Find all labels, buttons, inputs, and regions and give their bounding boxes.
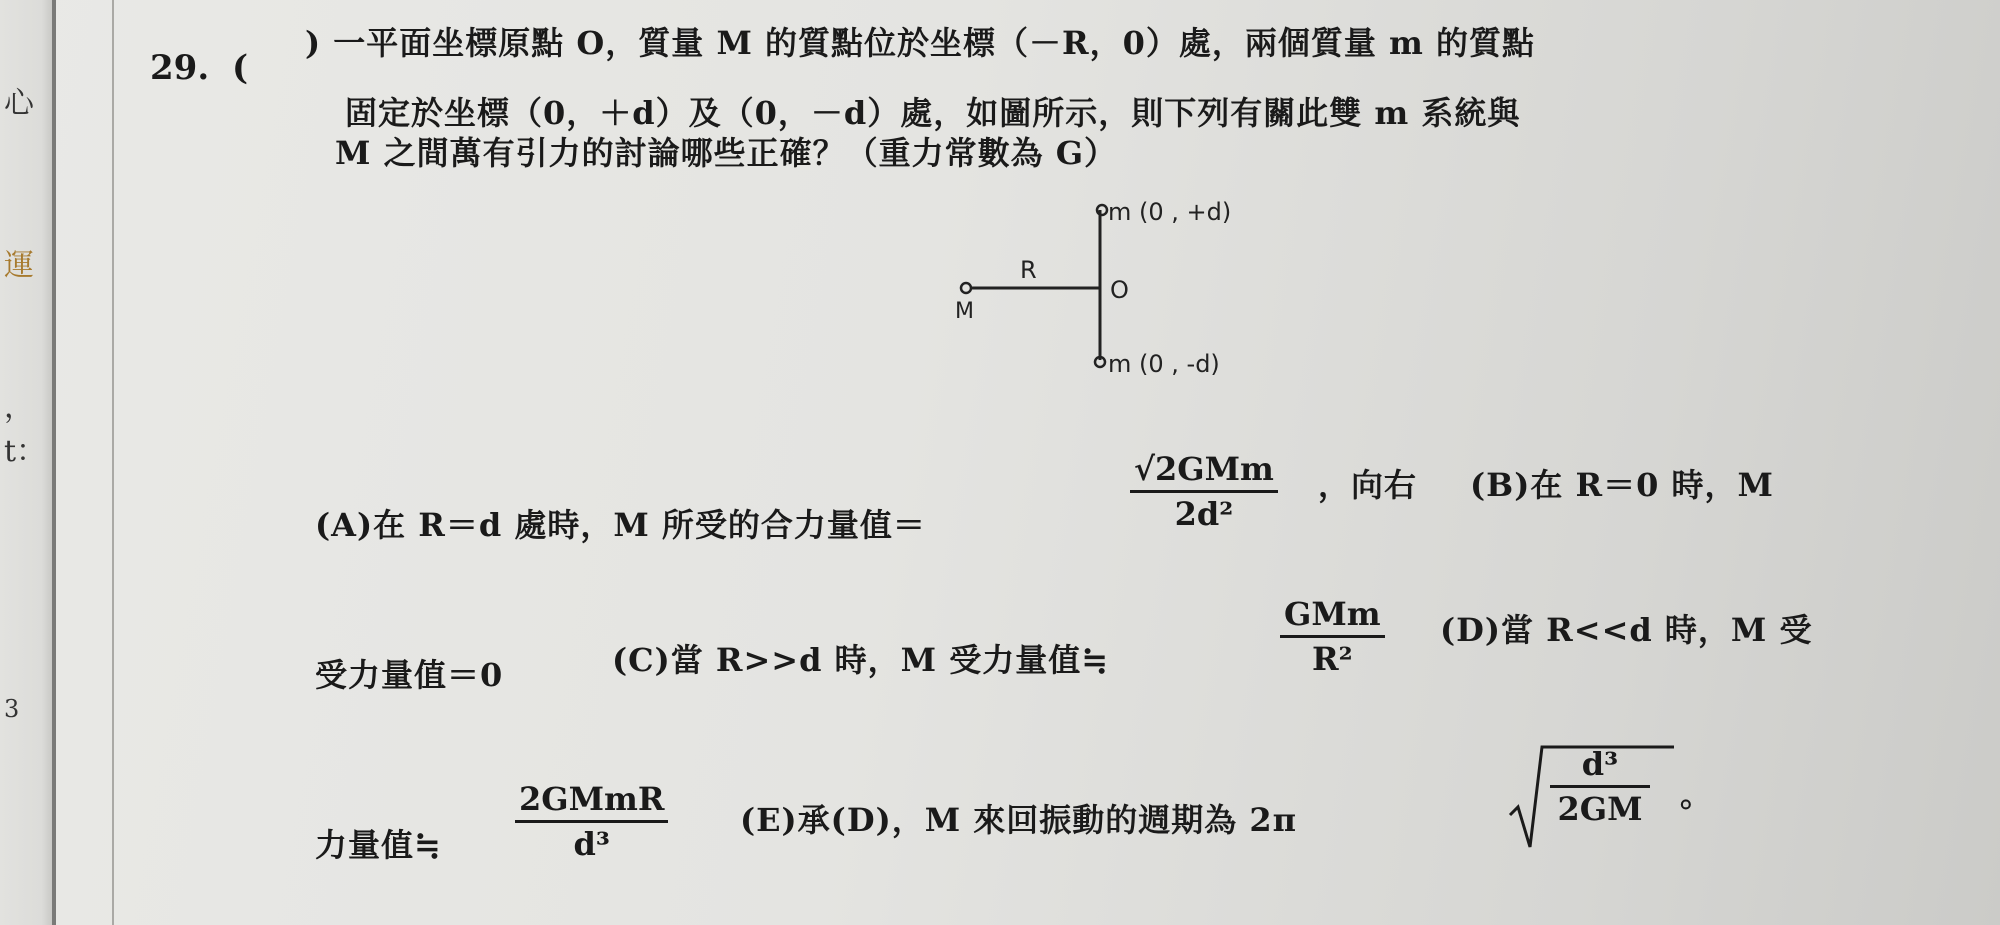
adjacent-page [0, 0, 52, 925]
mass-M [961, 283, 971, 293]
margin-fragment: 心 [4, 86, 34, 121]
option-c: (C)當 R>>d 時，M 受力量值≒ [612, 641, 1110, 679]
fraction-denominator: 2GM [1557, 790, 1643, 828]
fraction-numerator: √2GMm [1134, 450, 1274, 488]
mass-M-label: M [955, 299, 974, 324]
fraction-numerator: GMm [1284, 595, 1381, 633]
fraction-numerator: 2GMmR [519, 780, 665, 818]
fraction-denominator: d³ [573, 825, 610, 863]
margin-fragment: 3 [4, 695, 20, 723]
top-mass-label: m (0 , +d) [1108, 198, 1232, 226]
option-d-continued: 力量值≒ [315, 826, 442, 864]
option-e-fraction [1550, 745, 1650, 828]
option-c-fraction [1280, 595, 1385, 678]
option-a-direction: ，向右 [1318, 466, 1418, 504]
fraction-denominator: R² [1312, 640, 1353, 678]
margin-fragment: ，t： [4, 390, 47, 469]
fraction-bar [1130, 490, 1278, 493]
question-text: 一平面坐標原點 O，質量 M 的質點位於坐標（－R，0）處，兩個質量 m 的質點 [333, 24, 1536, 62]
page-edge [112, 0, 114, 925]
answer-blank-open: ( [232, 48, 249, 88]
margin-fragment: 運 [4, 248, 34, 283]
option-b-continued: 受力量值＝0 [315, 656, 504, 694]
fraction-bar [515, 820, 668, 823]
distance-label: R [1020, 256, 1037, 284]
question-number: 29. [150, 48, 210, 88]
fraction-bar [1550, 785, 1650, 788]
question-line [305, 18, 1535, 64]
fraction-numerator: d³ [1581, 745, 1619, 783]
page-edge [52, 0, 56, 925]
fraction-denominator: 2d² [1174, 495, 1234, 533]
option-a: (A)在 R＝d 處時，M 所受的合力量值＝ [315, 506, 926, 544]
option-d-fraction [515, 780, 668, 863]
option-e-end: 。 [1680, 776, 1714, 814]
option-d: (D)當 R<<d 時，M 受 [1440, 611, 1813, 649]
force-diagram [940, 190, 1300, 380]
option-b: (B)在 R＝0 時，M [1470, 466, 1774, 504]
option-e: (E)承(D)，M 來回振動的週期為 2π [740, 801, 1298, 839]
fraction-bar [1280, 635, 1385, 638]
option-a-fraction [1130, 450, 1278, 533]
question-line: 固定於坐標（0，＋d）及（0，－d）處，如圖所示，則下列有關此雙 m 系統與 [345, 94, 1521, 132]
question-line: M 之間萬有引力的討論哪些正確？（重力常數為 G） [335, 134, 1118, 172]
answer-blank-close: ) [305, 24, 322, 62]
origin-label: O [1110, 276, 1129, 304]
bottom-mass-label: m (0 , -d) [1108, 350, 1220, 378]
